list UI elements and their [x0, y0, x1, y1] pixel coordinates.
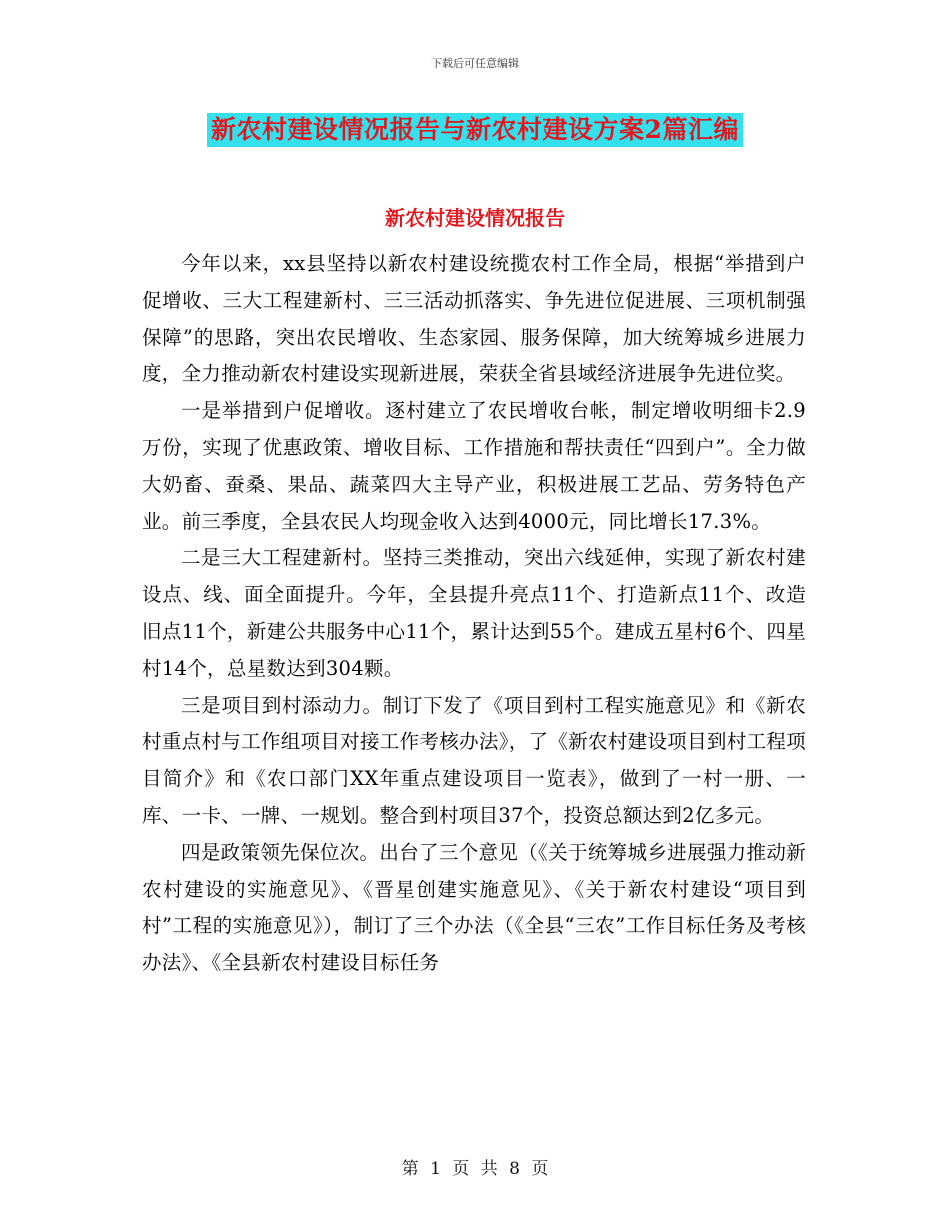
page-footer: 第 1 页 共 8 页	[401, 1159, 549, 1179]
header-note: 下载后可任意编辑	[431, 57, 519, 70]
section-title: 新农村建设情况报告	[385, 206, 565, 230]
paragraph: 三是项目到村添动力。制订下发了《项目到村工程实施意见》和《新农村重点村与工作组项目对接工作考核办法》，了《新农村建设项目到村工程项目简介》和《农口部门XX年重点建设项目一览表》，做到了一村一册、一库、一卡、一牌、一规划。整合到村项目37个，投资总额达到2亿多元。	[142, 693, 806, 827]
paragraph: 一是举措到户促增收。逐村建立了农民增收台帐，制定增收明细卡2.9万份，实现了优惠政策、增收目标、工作措施和帮扶责任“四到户”。全力做大奶畜、蚕桑、果品、蔬菜四大主导产业，积极进展工艺品、劳务特色产业。前三季度，全县农民人均现金收入达到4000元，同比增长17.3%。	[142, 399, 806, 533]
paragraph: 今年以来，xx县坚持以新农村建设统揽农村工作全局，根据“举措到户促增收、三大工程建新村、三三活动抓落实、争先进位促进展、三项机制强保障”的思路，突出农民增收、生态家园、服务保障，加大统筹城乡进展力度，全力推动新农村建设实现新进展，荣获全省县域经济进展争先进位奖。	[142, 252, 806, 386]
document-body	[142, 246, 806, 982]
document-title-container	[0, 113, 950, 147]
paragraph: 四是政策领先保位次。出台了三个意见（《关于统筹城乡进展强力推动新农村建设的实施意见》、《晋星创建实施意见》、《关于新农村建设“项目到村”工程的实施意见》），制订了三个办法（《全县“三农”工作目标任务及考核办法》、《全县新农村建设目标任务	[142, 840, 806, 975]
document-title: 新农村建设情况报告与新农村建设方案2篇汇编	[207, 113, 743, 147]
paragraph: 二是三大工程建新村。坚持三类推动，突出六线延伸，实现了新农村建设点、线、面全面提升。今年，全县提升亮点11个、打造新点11个、改造旧点11个，新建公共服务中心11个，累计达到55个。建成五星村6个、四星村14个，总星数达到304颗。	[142, 546, 806, 680]
